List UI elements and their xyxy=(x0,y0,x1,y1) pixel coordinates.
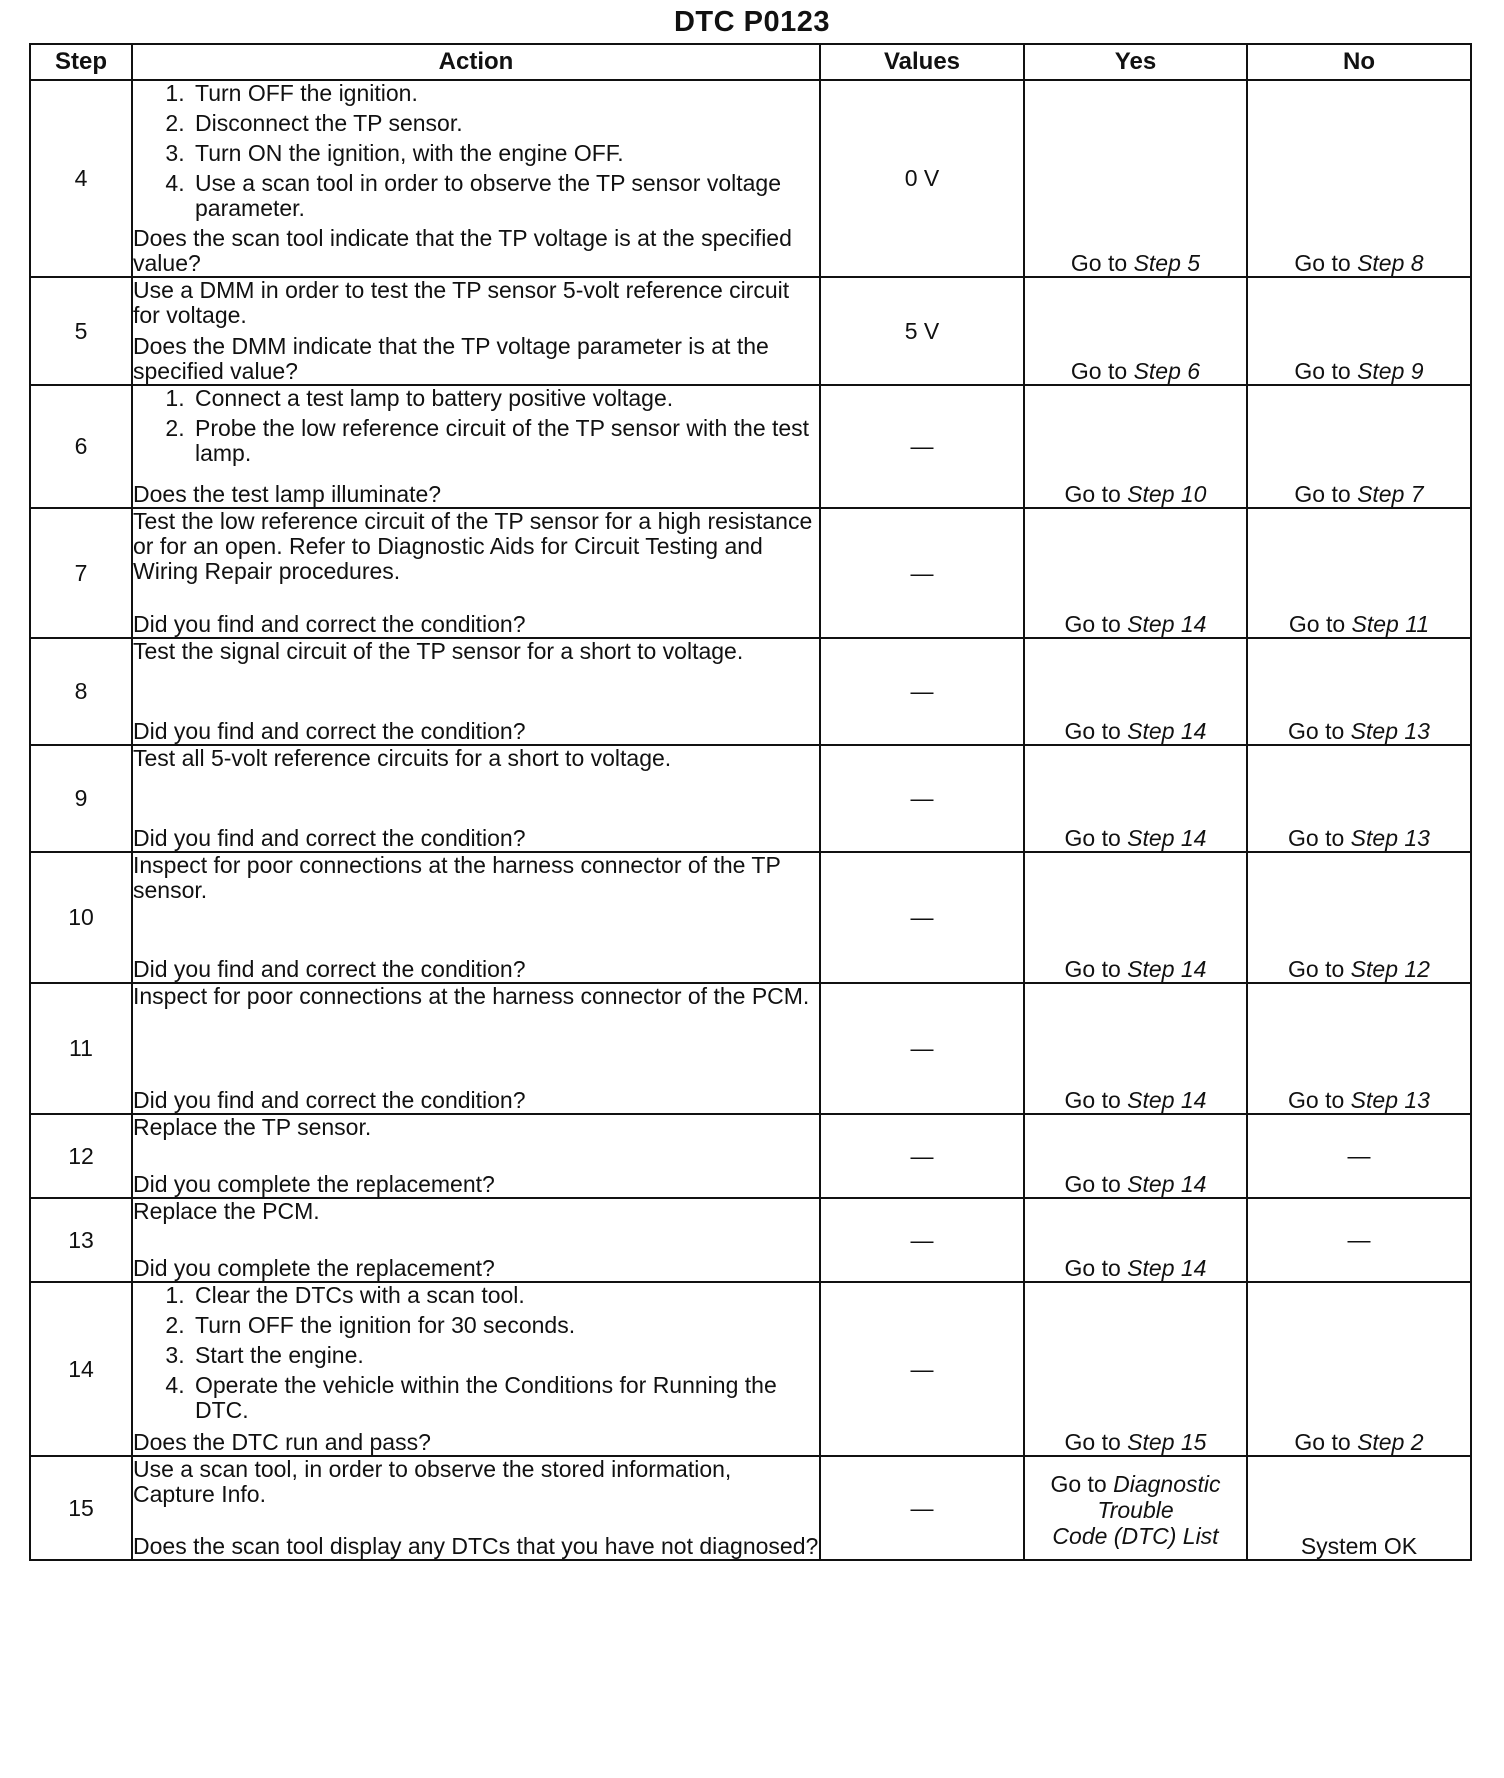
action-steps-list xyxy=(133,1283,819,1423)
value-cell: 5 V xyxy=(820,277,1024,385)
action-question: Does the DTC run and pass? xyxy=(133,1429,431,1455)
action-question: Does the scan tool display any DTCs that you have not diagnosed? xyxy=(133,1533,819,1559)
value-cell: 0 V xyxy=(820,80,1024,277)
no-cell xyxy=(1247,745,1471,852)
yes-cell xyxy=(1024,852,1247,983)
no-goto-link[interactable] xyxy=(1288,718,1430,744)
action-instructions xyxy=(133,1457,819,1513)
step-number: 5 xyxy=(30,277,132,385)
action-text: Use a scan tool, in order to observe the stored information, Capture Info. xyxy=(133,1456,732,1507)
no-cell xyxy=(1247,638,1471,745)
goto-prefix: Go to xyxy=(1288,718,1345,744)
action-question: Did you find and correct the condition? xyxy=(133,956,526,982)
action-content xyxy=(133,853,819,982)
action-question: Did you find and correct the condition? xyxy=(133,1087,526,1113)
no-cell xyxy=(1247,277,1471,385)
header-no: No xyxy=(1247,44,1471,80)
action-instructions xyxy=(133,746,819,777)
action-cell xyxy=(132,852,820,983)
action-content xyxy=(133,81,819,276)
table-body xyxy=(30,80,1471,1560)
no-dash: — xyxy=(1347,1226,1371,1253)
action-question: Did you complete the replacement? xyxy=(133,1171,495,1197)
step-number: 7 xyxy=(30,508,132,638)
goto-target-line: Code (DTC) List xyxy=(1052,1523,1219,1549)
yes-cell xyxy=(1024,1198,1247,1282)
goto-target-line: Diagnostic xyxy=(1113,1471,1221,1497)
value-cell: — xyxy=(820,745,1024,852)
table-row xyxy=(30,745,1471,852)
yes-cell xyxy=(1024,1282,1247,1456)
action-text: Test the low reference circuit of the TP sensor for a high resistance or for an open. Refer to Diagnostic Aids for Circuit Testing and Wiring Repair procedures. xyxy=(133,508,813,584)
action-content xyxy=(133,278,819,384)
header-values: Values xyxy=(820,44,1024,80)
action-question: Does the test lamp illuminate? xyxy=(133,481,442,507)
value-cell: — xyxy=(820,983,1024,1114)
action-cell xyxy=(132,745,820,852)
value-cell: — xyxy=(820,1282,1024,1456)
no-cell xyxy=(1247,1282,1471,1456)
goto-step: Step 14 xyxy=(1127,718,1207,744)
action-question: Does the DMM indicate that the TP voltage parameter is at the specified value? xyxy=(133,333,769,384)
action-instructions xyxy=(133,509,819,590)
yes-goto-link[interactable] xyxy=(1065,611,1207,637)
action-cell xyxy=(132,1114,820,1198)
table-row xyxy=(30,385,1471,508)
step-number: 14 xyxy=(30,1282,132,1456)
value-cell: — xyxy=(820,1198,1024,1282)
goto-step: Step 6 xyxy=(1133,358,1201,384)
goto-prefix: Go to xyxy=(1064,825,1121,851)
yes-goto-link[interactable] xyxy=(1071,358,1200,384)
action-content xyxy=(133,1199,819,1281)
header-action: Action xyxy=(132,44,820,80)
goto-prefix: Go to xyxy=(1064,1171,1121,1197)
action-cell xyxy=(132,80,820,277)
action-question: Did you find and correct the condition? xyxy=(133,825,526,851)
action-cell xyxy=(132,638,820,745)
goto-step: Step 8 xyxy=(1357,250,1424,276)
action-step: 3. Turn ON the ignition, with the engine OFF. xyxy=(191,141,819,166)
header-row xyxy=(30,44,1471,80)
no-result: System OK xyxy=(1300,1533,1418,1559)
action-step: 1. Clear the DTCs with a scan tool. xyxy=(191,1283,819,1308)
goto-step: Step 14 xyxy=(1127,1087,1207,1113)
action-text: Inspect for poor connections at the harness connector of the TP sensor. xyxy=(133,852,781,903)
step-number: 4 xyxy=(30,80,132,277)
goto-prefix: Go to xyxy=(1288,611,1346,637)
no-dash: — xyxy=(1347,1142,1371,1169)
no-cell xyxy=(1247,1456,1471,1560)
action-content xyxy=(133,1115,819,1197)
yes-cell xyxy=(1024,508,1247,638)
step-number: 11 xyxy=(30,983,132,1114)
action-text: Replace the PCM. xyxy=(133,1198,320,1224)
yes-cell xyxy=(1024,277,1247,385)
value-cell: — xyxy=(820,1114,1024,1198)
goto-prefix: Go to xyxy=(1064,611,1121,637)
no-cell xyxy=(1247,852,1471,983)
goto-step: Step 9 xyxy=(1357,358,1424,384)
no-cell xyxy=(1247,1114,1471,1198)
goto-step: Step 15 xyxy=(1127,1429,1207,1455)
no-goto-link[interactable] xyxy=(1288,1087,1430,1113)
goto-step: Step 14 xyxy=(1127,611,1207,637)
dtc-table xyxy=(29,43,1472,1561)
goto-step: Step 13 xyxy=(1350,718,1430,744)
value-cell: — xyxy=(820,508,1024,638)
action-content xyxy=(133,386,819,507)
action-question: Did you find and correct the condition? xyxy=(133,611,526,637)
goto-prefix: Go to xyxy=(1064,1429,1121,1455)
step-number: 13 xyxy=(30,1198,132,1282)
action-step: 3. Start the engine. xyxy=(191,1343,819,1368)
yes-cell xyxy=(1024,80,1247,277)
table-row xyxy=(30,983,1471,1114)
action-text: Use a DMM in order to test the TP sensor 5-volt reference circuit for voltage. xyxy=(133,277,790,328)
goto-step: Step 14 xyxy=(1127,1171,1207,1197)
action-cell xyxy=(132,1198,820,1282)
goto-step: Step 14 xyxy=(1127,825,1207,851)
goto-prefix: Go to xyxy=(1064,481,1121,507)
document-title: DTC P0123 xyxy=(673,6,830,38)
yes-cell xyxy=(1024,983,1247,1114)
yes-goto-link[interactable] xyxy=(1065,1087,1207,1113)
goto-prefix: Go to xyxy=(1064,1255,1121,1281)
yes-goto-link[interactable] xyxy=(1071,250,1200,276)
action-cell xyxy=(132,1456,820,1560)
no-goto-link[interactable] xyxy=(1294,1429,1423,1455)
goto-prefix: Go to xyxy=(1064,1087,1121,1113)
step-number: 8 xyxy=(30,638,132,745)
yes-goto-link[interactable] xyxy=(1065,956,1207,982)
action-cell xyxy=(132,508,820,638)
step-number: 6 xyxy=(30,385,132,508)
no-cell xyxy=(1247,385,1471,508)
action-instructions xyxy=(133,1283,819,1428)
goto-target-line: Trouble xyxy=(1097,1497,1174,1523)
action-step: 2. Turn OFF the ignition for 30 seconds. xyxy=(191,1313,819,1338)
action-text: Test the signal circuit of the TP sensor for a short to voltage. xyxy=(133,638,744,664)
yes-cell xyxy=(1024,745,1247,852)
yes-cell xyxy=(1024,1114,1247,1198)
table-row xyxy=(30,508,1471,638)
goto-step: Step 14 xyxy=(1127,956,1207,982)
goto-prefix: Go to xyxy=(1070,250,1128,276)
goto-prefix: Go to xyxy=(1064,956,1121,982)
goto-prefix: Go to xyxy=(1294,358,1351,384)
action-cell xyxy=(132,1282,820,1456)
step-number: 12 xyxy=(30,1114,132,1198)
action-content xyxy=(133,509,819,637)
value-cell: — xyxy=(820,1456,1024,1560)
action-cell xyxy=(132,385,820,508)
table-row xyxy=(30,852,1471,983)
goto-step: Step 10 xyxy=(1127,481,1207,507)
action-cell xyxy=(132,983,820,1114)
no-cell xyxy=(1247,983,1471,1114)
no-cell xyxy=(1247,508,1471,638)
action-step: 4. Use a scan tool in order to observe the TP sensor voltage parameter. xyxy=(191,171,819,221)
table-row xyxy=(30,1456,1471,1560)
action-instructions xyxy=(133,386,819,471)
yes-goto-link[interactable] xyxy=(1065,481,1207,507)
no-cell xyxy=(1247,80,1471,277)
action-instructions xyxy=(133,639,819,670)
action-steps-list xyxy=(133,386,819,466)
yes-goto-link[interactable] xyxy=(1065,1171,1207,1197)
action-question: Does the scan tool indicate that the TP voltage is at the specified value? xyxy=(133,225,792,276)
yes-goto-link[interactable] xyxy=(1065,1255,1207,1281)
action-step: 2. Probe the low reference circuit of the TP sensor with the test lamp. xyxy=(191,416,819,466)
step-number: 9 xyxy=(30,745,132,852)
goto-step: Step 5 xyxy=(1133,250,1201,276)
table-row xyxy=(30,638,1471,745)
action-instructions xyxy=(133,1199,819,1230)
action-step: 2. Disconnect the TP sensor. xyxy=(191,111,819,136)
yes-goto-link[interactable] xyxy=(1065,718,1207,744)
step-number: 15 xyxy=(30,1456,132,1560)
goto-prefix: Go to xyxy=(1070,358,1128,384)
action-text: Inspect for poor connections at the harness connector of the PCM. xyxy=(133,983,810,1009)
action-instructions xyxy=(133,853,819,909)
header-step: Step xyxy=(30,44,132,80)
goto-step: Step 11 xyxy=(1351,611,1430,637)
action-step: 1. Turn OFF the ignition. xyxy=(191,81,819,106)
goto-step: Step 13 xyxy=(1350,825,1430,851)
action-cell xyxy=(132,277,820,385)
action-question: Did you complete the replacement? xyxy=(133,1255,495,1281)
action-content xyxy=(133,984,819,1113)
action-instructions xyxy=(133,278,819,334)
goto-step: Step 2 xyxy=(1357,1429,1424,1455)
action-content xyxy=(133,746,819,851)
action-question: Did you find and correct the condition? xyxy=(133,718,526,744)
action-content xyxy=(133,1283,819,1455)
no-goto-link[interactable] xyxy=(1288,956,1430,982)
table-row xyxy=(30,1282,1471,1456)
goto-step: Step 12 xyxy=(1350,956,1430,982)
goto-prefix: Go to xyxy=(1050,1471,1107,1497)
no-goto-link[interactable] xyxy=(1289,611,1429,637)
yes-goto-link[interactable] xyxy=(1065,825,1207,851)
goto-prefix: Go to xyxy=(1294,481,1351,507)
yes-cell xyxy=(1024,638,1247,745)
goto-prefix: Go to xyxy=(1064,718,1121,744)
table-row xyxy=(30,1198,1471,1282)
no-goto-link[interactable] xyxy=(1288,825,1430,851)
table-row xyxy=(30,1114,1471,1198)
goto-prefix: Go to xyxy=(1294,1429,1351,1455)
no-goto-link[interactable] xyxy=(1294,250,1423,276)
table-row xyxy=(30,277,1471,385)
yes-cell xyxy=(1024,1456,1247,1560)
value-cell: — xyxy=(820,385,1024,508)
yes-cell xyxy=(1024,385,1247,508)
goto-prefix: Go to xyxy=(1288,956,1345,982)
action-step: 1. Connect a test lamp to battery positive voltage. xyxy=(191,386,819,411)
action-text: Test all 5-volt reference circuits for a short to voltage. xyxy=(133,745,672,771)
value-cell: — xyxy=(820,852,1024,983)
action-content xyxy=(133,639,819,744)
goto-prefix: Go to xyxy=(1294,250,1351,276)
goto-step: Step 14 xyxy=(1127,1255,1207,1281)
goto-step: Step 7 xyxy=(1357,481,1424,507)
goto-prefix: Go to xyxy=(1288,825,1345,851)
action-instructions xyxy=(133,81,819,226)
table-row xyxy=(30,80,1471,277)
action-instructions xyxy=(133,984,819,1015)
value-cell: — xyxy=(820,638,1024,745)
action-instructions xyxy=(133,1115,819,1146)
action-steps-list xyxy=(133,81,819,221)
goto-prefix: Go to xyxy=(1288,1087,1345,1113)
no-goto-link[interactable] xyxy=(1294,481,1423,507)
action-step: 4. Operate the vehicle within the Conditions for Running the DTC. xyxy=(191,1373,819,1423)
yes-goto-link[interactable] xyxy=(1065,1429,1207,1455)
yes-goto-link[interactable] xyxy=(1025,1471,1246,1549)
action-content xyxy=(133,1457,819,1559)
header-yes: Yes xyxy=(1024,44,1247,80)
no-goto-link[interactable] xyxy=(1294,358,1423,384)
goto-step: Step 13 xyxy=(1350,1087,1430,1113)
step-number: 10 xyxy=(30,852,132,983)
action-text: Replace the TP sensor. xyxy=(133,1114,372,1140)
no-cell xyxy=(1247,1198,1471,1282)
